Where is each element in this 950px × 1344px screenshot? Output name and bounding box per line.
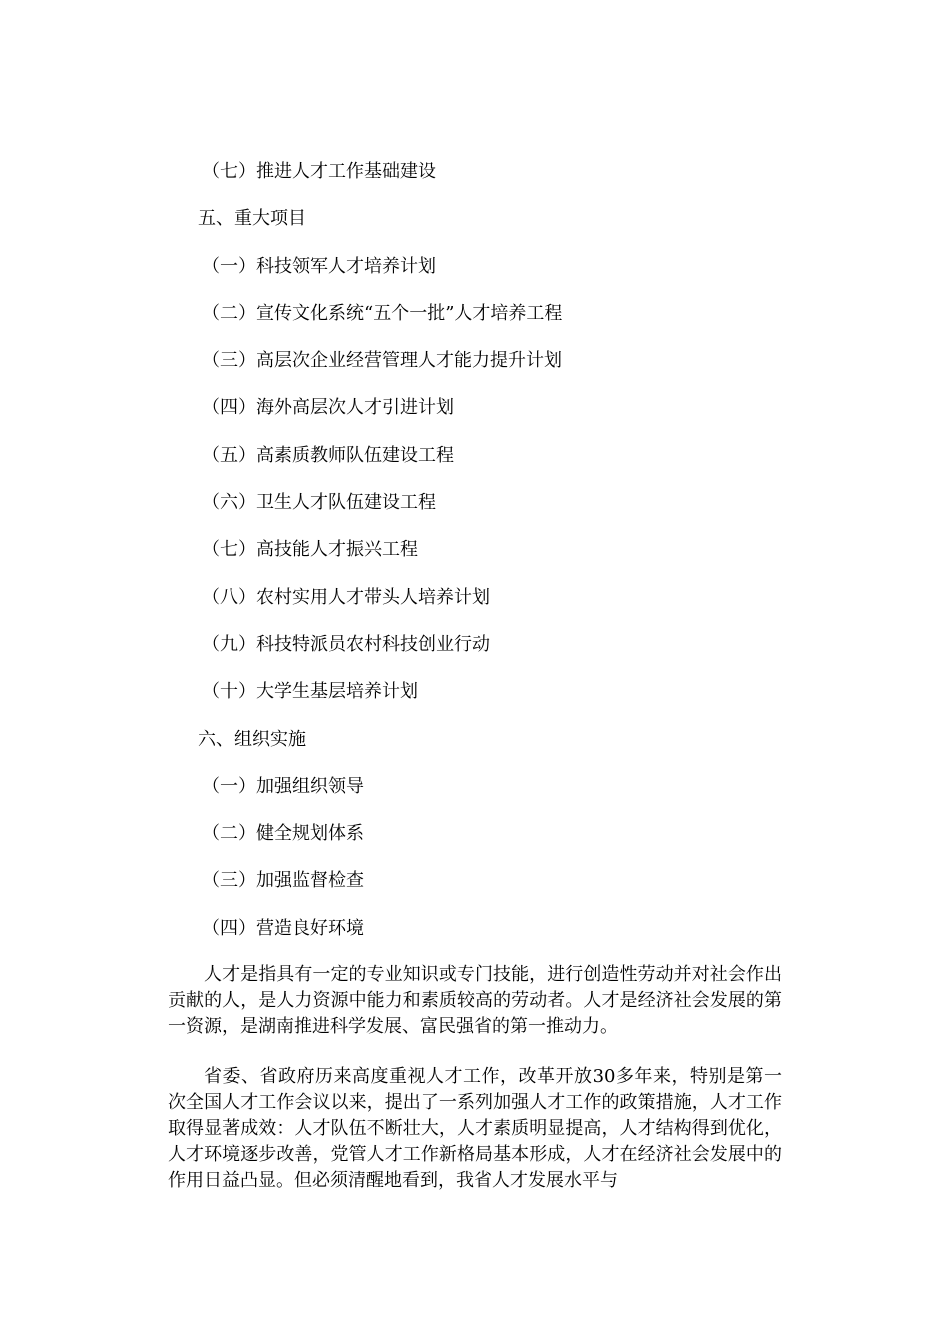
outline-item: （三）加强监督检查 xyxy=(202,870,364,892)
body-paragraph: 省委、省政府历来高度重视人才工作，改革开放30多年来，特别是第一次全国人才工作会议以来，提出了一系列加强人才工作的政策措施，人才工作取得显著成效：人才队伍不断壮大，人才素质明显提高，人才结构得到优化，人才环境逐步改善，党管人才工作新格局基本形成，人才在经济社会发展中的作用日益凸显。但必须清醒地看到，我省人才发展水平与 xyxy=(168,1066,782,1191)
outline-item: （四）营造良好环境 xyxy=(202,917,364,939)
outline-item: （八）农村实用人才带头人培养计划 xyxy=(202,586,490,608)
outline-item: （七）推进人才工作基础建设 xyxy=(202,161,436,182)
outline-item: （三）高层次企业经营管理人才能力提升计划 xyxy=(202,350,562,372)
outline-item: （二）健全规划体系 xyxy=(202,823,364,845)
outline-item: （六）卫生人才队伍建设工程 xyxy=(202,492,436,514)
outline-item: （四）海外高层次人才引进计划 xyxy=(202,397,454,419)
outline-item: （十）大学生基层培养计划 xyxy=(202,681,418,703)
outline-item: （七）高技能人才振兴工程 xyxy=(202,539,418,561)
section-heading: 五、重大项目 xyxy=(198,208,306,230)
outline-item: （一）科技领军人才培养计划 xyxy=(202,255,436,277)
outline-item: （九）科技特派员农村科技创业行动 xyxy=(202,633,490,655)
outline-item: （五）高素质教师队伍建设工程 xyxy=(202,444,454,466)
outline-item: （二）宣传文化系统“五个一批”人才培养工程 xyxy=(202,302,563,324)
section-heading: 六、组织实施 xyxy=(198,728,306,750)
outline-list xyxy=(198,158,798,962)
body-text xyxy=(168,962,782,1218)
body-paragraph: 人才是指具有一定的专业知识或专门技能，进行创造性劳动并对社会作出贡献的人，是人力资源中能力和素质较高的劳动者。人才是经济社会发展的第一资源，是湖南推进科学发展、富民强省的第一推动力。 xyxy=(168,964,782,1037)
outline-item: （一）加强组织领导 xyxy=(202,775,364,797)
